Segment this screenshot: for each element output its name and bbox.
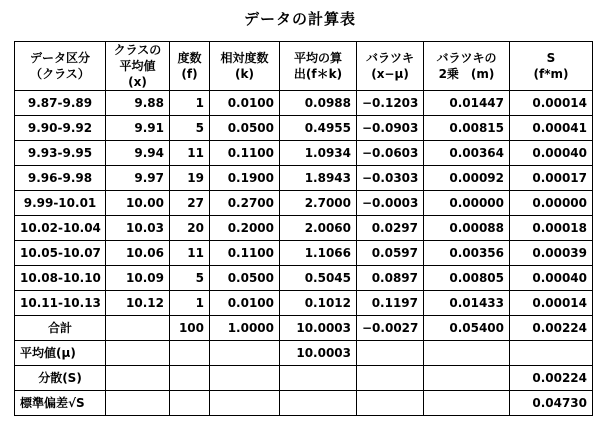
mean-calc-cell: 1.8943 bbox=[280, 166, 357, 191]
class-range-cell: 9.93-9.95 bbox=[15, 141, 106, 166]
relative-frequency-cell: 0.0500 bbox=[210, 266, 280, 291]
empty-cell bbox=[424, 341, 510, 366]
class-range-cell: 10.08-10.10 bbox=[15, 266, 106, 291]
deviation-squared-cell: 0.00805 bbox=[424, 266, 510, 291]
s-cell: 0.00000 bbox=[510, 191, 593, 216]
relative-frequency-cell: 0.0100 bbox=[210, 291, 280, 316]
relative-frequency-cell: 0.1100 bbox=[210, 241, 280, 266]
s-cell: 0.00040 bbox=[510, 266, 593, 291]
deviation-cell: 0.0597 bbox=[357, 241, 424, 266]
deviation-cell: −0.0903 bbox=[357, 116, 424, 141]
total-class-mean-cell bbox=[106, 316, 170, 341]
stddev-value: 0.04730 bbox=[510, 391, 593, 416]
s-cell: 0.00018 bbox=[510, 216, 593, 241]
header-class-mean: クラスの 平均値 (x) bbox=[106, 42, 170, 91]
mean-calc-cell: 2.7000 bbox=[280, 191, 357, 216]
frequency-cell: 11 bbox=[170, 241, 210, 266]
header-s: S (f*m) bbox=[510, 42, 593, 91]
total-deviation-cell: −0.0027 bbox=[357, 316, 424, 341]
class-mean-cell: 10.00 bbox=[106, 191, 170, 216]
table-row bbox=[15, 141, 593, 166]
deviation-squared-cell: 0.01433 bbox=[424, 291, 510, 316]
deviation-cell: −0.0003 bbox=[357, 191, 424, 216]
table-row bbox=[15, 91, 593, 116]
mean-calc-cell: 0.4955 bbox=[280, 116, 357, 141]
deviation-cell: 0.0297 bbox=[357, 216, 424, 241]
deviation-cell: 0.0897 bbox=[357, 266, 424, 291]
frequency-cell: 5 bbox=[170, 266, 210, 291]
frequency-cell: 27 bbox=[170, 191, 210, 216]
table-row bbox=[15, 191, 593, 216]
class-range-cell: 9.90-9.92 bbox=[15, 116, 106, 141]
header-relative-frequency: 相対度数 (k) bbox=[210, 42, 280, 91]
deviation-squared-cell: 0.00364 bbox=[424, 141, 510, 166]
class-range-cell: 10.11-10.13 bbox=[15, 291, 106, 316]
class-mean-cell: 9.88 bbox=[106, 91, 170, 116]
header-deviation-squared: バラツキの 2乗 (m) bbox=[424, 42, 510, 91]
deviation-cell: −0.0303 bbox=[357, 166, 424, 191]
header-class-range: データ区分 （クラス） bbox=[15, 42, 106, 91]
deviation-squared-cell: 0.00356 bbox=[424, 241, 510, 266]
empty-cell bbox=[210, 391, 280, 416]
s-cell: 0.00014 bbox=[510, 291, 593, 316]
deviation-squared-cell: 0.01447 bbox=[424, 91, 510, 116]
table-row bbox=[15, 166, 593, 191]
empty-cell bbox=[210, 366, 280, 391]
deviation-squared-cell: 0.00000 bbox=[424, 191, 510, 216]
empty-cell bbox=[210, 341, 280, 366]
s-cell: 0.00040 bbox=[510, 141, 593, 166]
class-mean-cell: 10.03 bbox=[106, 216, 170, 241]
relative-frequency-cell: 0.1900 bbox=[210, 166, 280, 191]
empty-cell bbox=[424, 391, 510, 416]
header-row bbox=[15, 42, 593, 91]
total-mean-calc-cell: 10.0003 bbox=[280, 316, 357, 341]
table-row bbox=[15, 116, 593, 141]
total-frequency-cell: 100 bbox=[170, 316, 210, 341]
deviation-cell: −0.0603 bbox=[357, 141, 424, 166]
empty-cell bbox=[170, 366, 210, 391]
deviation-squared-cell: 0.00092 bbox=[424, 166, 510, 191]
class-range-cell: 9.87-9.89 bbox=[15, 91, 106, 116]
stddev-label: 標準偏差√S bbox=[15, 391, 106, 416]
empty-cell bbox=[424, 366, 510, 391]
empty-cell bbox=[357, 366, 424, 391]
deviation-squared-cell: 0.00088 bbox=[424, 216, 510, 241]
mean-calc-cell: 0.5045 bbox=[280, 266, 357, 291]
deviation-cell: 0.1197 bbox=[357, 291, 424, 316]
mean-label: 平均値(μ) bbox=[15, 341, 106, 366]
total-s-cell: 0.00224 bbox=[510, 316, 593, 341]
mean-row bbox=[15, 341, 593, 366]
header-frequency: 度数 (f) bbox=[170, 42, 210, 91]
frequency-cell: 11 bbox=[170, 141, 210, 166]
table-row bbox=[15, 241, 593, 266]
header-deviation: バラツキ (x−μ) bbox=[357, 42, 424, 91]
s-cell: 0.00039 bbox=[510, 241, 593, 266]
table-row bbox=[15, 216, 593, 241]
mean-value: 10.0003 bbox=[280, 341, 357, 366]
deviation-squared-cell: 0.00815 bbox=[424, 116, 510, 141]
empty-cell bbox=[106, 341, 170, 366]
s-cell: 0.00041 bbox=[510, 116, 593, 141]
deviation-cell: −0.1203 bbox=[357, 91, 424, 116]
empty-cell bbox=[170, 341, 210, 366]
relative-frequency-cell: 0.1100 bbox=[210, 141, 280, 166]
class-mean-cell: 9.94 bbox=[106, 141, 170, 166]
variance-label: 分散(S) bbox=[15, 366, 106, 391]
mean-calc-cell: 1.0934 bbox=[280, 141, 357, 166]
empty-cell bbox=[357, 391, 424, 416]
s-cell: 0.00017 bbox=[510, 166, 593, 191]
empty-cell bbox=[106, 391, 170, 416]
total-row bbox=[15, 316, 593, 341]
empty-cell bbox=[280, 391, 357, 416]
class-range-cell: 10.05-10.07 bbox=[15, 241, 106, 266]
frequency-calculation-table bbox=[14, 41, 593, 416]
relative-frequency-cell: 0.0500 bbox=[210, 116, 280, 141]
frequency-cell: 20 bbox=[170, 216, 210, 241]
empty-cell bbox=[106, 366, 170, 391]
class-range-cell: 9.99-10.01 bbox=[15, 191, 106, 216]
class-mean-cell: 10.09 bbox=[106, 266, 170, 291]
empty-cell bbox=[357, 341, 424, 366]
header-mean-calc: 平均の算 出(f＊k) bbox=[280, 42, 357, 91]
table-title: データの計算表 bbox=[243, 10, 356, 28]
mean-calc-cell: 1.1066 bbox=[280, 241, 357, 266]
total-deviation-squared-cell: 0.05400 bbox=[424, 316, 510, 341]
mean-calc-cell: 0.1012 bbox=[280, 291, 357, 316]
empty-cell bbox=[170, 391, 210, 416]
relative-frequency-cell: 0.2000 bbox=[210, 216, 280, 241]
mean-calc-cell: 0.0988 bbox=[280, 91, 357, 116]
stddev-row bbox=[15, 391, 593, 416]
table-row bbox=[15, 291, 593, 316]
empty-cell bbox=[510, 341, 593, 366]
frequency-cell: 5 bbox=[170, 116, 210, 141]
table-row bbox=[15, 266, 593, 291]
relative-frequency-cell: 0.2700 bbox=[210, 191, 280, 216]
frequency-cell: 1 bbox=[170, 91, 210, 116]
variance-value: 0.00224 bbox=[510, 366, 593, 391]
variance-row bbox=[15, 366, 593, 391]
frequency-cell: 1 bbox=[170, 291, 210, 316]
class-mean-cell: 9.97 bbox=[106, 166, 170, 191]
s-cell: 0.00014 bbox=[510, 91, 593, 116]
total-relative-frequency-cell: 1.0000 bbox=[210, 316, 280, 341]
class-mean-cell: 10.12 bbox=[106, 291, 170, 316]
class-range-cell: 10.02-10.04 bbox=[15, 216, 106, 241]
relative-frequency-cell: 0.0100 bbox=[210, 91, 280, 116]
total-label: 合計 bbox=[15, 316, 106, 341]
mean-calc-cell: 2.0060 bbox=[280, 216, 357, 241]
class-mean-cell: 9.91 bbox=[106, 116, 170, 141]
class-mean-cell: 10.06 bbox=[106, 241, 170, 266]
class-range-cell: 9.96-9.98 bbox=[15, 166, 106, 191]
frequency-cell: 19 bbox=[170, 166, 210, 191]
empty-cell bbox=[280, 366, 357, 391]
